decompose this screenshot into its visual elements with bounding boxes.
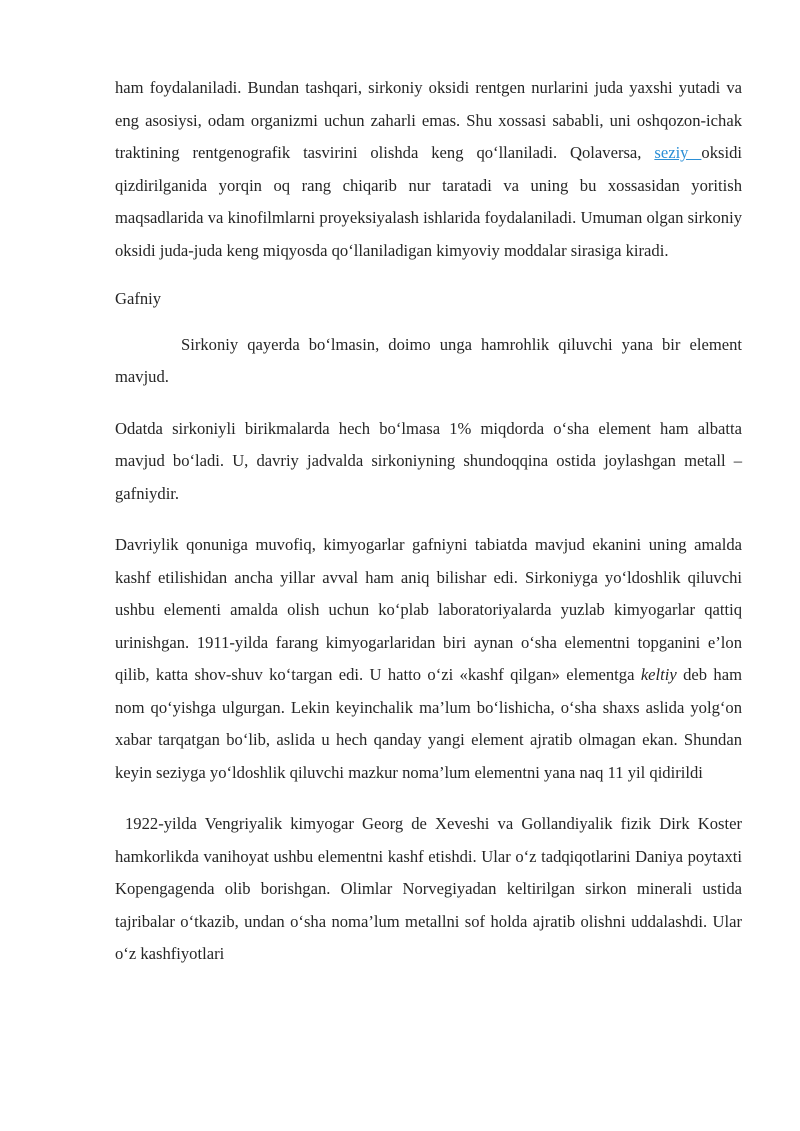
section-heading-gafniy: Gafniy <box>115 289 162 308</box>
document-page <box>115 72 742 971</box>
paragraph-periodic-law-text-start: Davriylik qonuniga muvofiq, kimyogarlar gafniyni tabiatda mavjud ekanini uning amalda kashf etilishidan ancha yillar avval ham aniq bilishar edi. Sirkoniyga yo‘ldoshlik qiluvchi ushbu elementi amalda olish uchun ko‘plab laboratoriyalarda yuzlab kimyogarlar qattiq urinishgan. 1911-yilda farang kimyogarlaridan biri aynan o‘sha elementni topganini e’lon qilib, katta shov-shuv ko‘targan edi. U hatto o‘zi «kashf qilgan» elementga <box>115 535 742 684</box>
paragraph-intro-text-end: oksidi qizdirilganida yorqin oq rang chiqarib nur taratadi va uning bu xossasidan yoritish maqsadlarida va kinofilmlarni proyeksiyalash ishlarida foydalaniladi. Umuman olgan sirkoniy oksidi juda-juda keng miqyosda qo‘llaniladigan kimyoviy moddalar sirasiga kiradi. <box>115 143 742 260</box>
paragraph-discovery-1922: 1922-yilda Vengriyalik kimyogar Georg de Xeveshi va Gollandiyalik fizik Dirk Koster hamkorlikda vanihoyat ushbu elementni kashf etishdi. Ular o‘z tadqiqotlarini Daniya poytaxti Kopengagenda olib borishgan. Olimlar Norvegiyadan keltirilgan sirkon minerali ustida tajribalar o‘tkazib, undan o‘sha noma’lum metallni sof holda ajratib olishni uddalashdi. Ular o‘z kashfiyotlari <box>115 814 742 963</box>
keltiy-term: keltiy <box>640 665 677 684</box>
paragraph-intro <box>115 72 742 267</box>
paragraph-intro-text-start: ham foydalaniladi. Bundan tashqari, sirkoniy oksidi rentgen nurlarini juda yaxshi yutadi va eng asosiysi, odam organizmi uchun zaharli emas. Shu xossasi sababli, uni oshqozon-ichak traktining rentgenografik tasvirini olishda keng qo‘llaniladi. Qolaversa, <box>115 78 742 162</box>
paragraph-periodic-law <box>115 529 742 789</box>
seziy-link[interactable]: seziy <box>654 143 702 162</box>
paragraph-periodic-law-text-end: deb ham nom qo‘yishga ulgurgan. Lekin keyinchalik ma’lum bo‘lishicha, o‘sha shaxs aslida yolg‘on xabar tarqatgan bo‘lib, aslida u hech qanday yangi element ajratib olmagan ekan. Shundan keyin seziyga yo‘ldoshlik qiluvchi mazkur noma’lum elementni yana naq 11 yil qidirildi <box>115 665 742 782</box>
paragraph-companion-element: Sirkoniy qayerda bo‘lmasin, doimo unga hamrohlik qiluvchi yana bir element mavjud. <box>115 334 742 386</box>
paragraph-one-percent: Odatda sirkoniyli birikmalarda hech bo‘lmasa 1% miqdorda o‘sha element ham albatta mavjud bo‘ladi. U, davriy jadvalda sirkoniyning shundoqqina ostida joylashgan metall – gafniydir. <box>115 418 742 503</box>
